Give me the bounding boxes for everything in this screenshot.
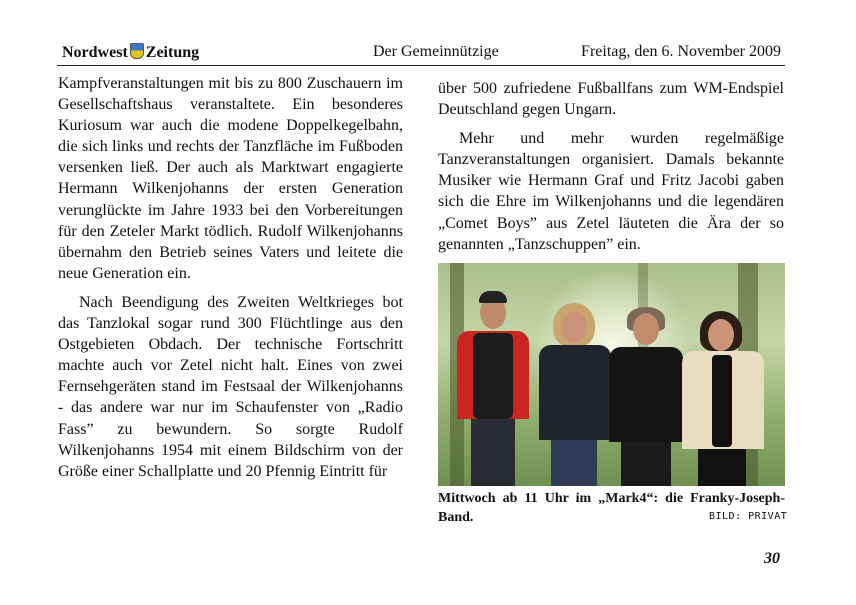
newspaper-brand bbox=[62, 43, 199, 62]
person-vest bbox=[473, 333, 513, 419]
section-title: Der Gemeinnützige bbox=[373, 43, 499, 60]
person-head bbox=[708, 319, 734, 351]
article-paragraph: Kampfveranstaltungen mit bis zu 800 Zuschauern im Gesellschaftshaus veranstaltete. Ein besonderes Kuriosum war auch die modene Doppelkegelbahn, die sich links und rechts der Tanzfläche im Fußboden versenken ließ. Der auch als Marktwart engagierte Hermann Wilkenjohanns der ersten Generation verunglückte im Jahre 1933 bei den Vorbereitungen für den Zeteler Markt tödlich. Rudolf Wilkenjohanns übernahm den Betrieb seines Vaters und leitete die neue Generation ein. bbox=[58, 75, 403, 282]
article-column-left bbox=[58, 73, 403, 482]
article-paragraph: über 500 zufriedene Fußballfans zum WM-Endspiel Deutschland gegen Ungarn. bbox=[438, 80, 784, 119]
band-member bbox=[605, 307, 687, 486]
person-shirt bbox=[609, 347, 683, 442]
band-member bbox=[535, 303, 615, 486]
brand-name-left: Nordwest bbox=[62, 44, 128, 61]
person-legs bbox=[471, 419, 515, 486]
article-paragraph: Nach Beendigung des Zweiten Weltkrieges bot das Tanzlokal sogar rund 300 Flüchtlinge aus den Ostgebieten Obdach. Der technische Fortschritt machte auch vor Zetel nicht halt. Eines von zwei Fernsehgeräten stand im Festsaal der Wilkenjohanns - das andere war nur im Schaufenster von „Radio Fass” zu bewundern. So sorgte Rudolf Wilkenjohanns 1954 mit einem Bildschirm von der Größe einer Schallplatte und 20 Pfennig Eintritt für bbox=[58, 293, 403, 480]
person-legs bbox=[551, 440, 597, 486]
photo-caption: Mittwoch ab 11 Uhr im „Mark4“: die Franky-Joseph-Band. bbox=[438, 491, 785, 525]
band-member bbox=[453, 291, 533, 486]
crest-icon bbox=[130, 43, 144, 59]
page-number: 30 bbox=[764, 550, 780, 567]
person-head bbox=[633, 313, 659, 345]
article-column-right bbox=[438, 78, 784, 255]
brand-name-right: Zeitung bbox=[145, 44, 200, 61]
photo-credit: BILD: PRIVAT bbox=[709, 511, 788, 522]
person-head bbox=[561, 311, 587, 343]
person-jacket bbox=[539, 345, 611, 440]
person-legs bbox=[621, 442, 671, 486]
band-photo bbox=[438, 263, 785, 486]
person-shirt bbox=[712, 355, 732, 447]
issue-date: Freitag, den 6. November 2009 bbox=[581, 43, 781, 60]
band-member bbox=[678, 311, 768, 486]
person-legs bbox=[698, 449, 746, 486]
article-paragraph: Mehr und mehr wurden regelmäßige Tanzveranstaltungen organisiert. Damals bekannte Musiker wie Hermann Graf und Fritz Jacobi gaben sich die Ehre im Wilkenjohanns und die legendären „Comet Boys” aus Zetel läuteten die Ära der so genannten „Tanzschuppen” ein. bbox=[438, 130, 784, 253]
person-cap bbox=[479, 291, 507, 303]
page-header bbox=[57, 41, 785, 66]
